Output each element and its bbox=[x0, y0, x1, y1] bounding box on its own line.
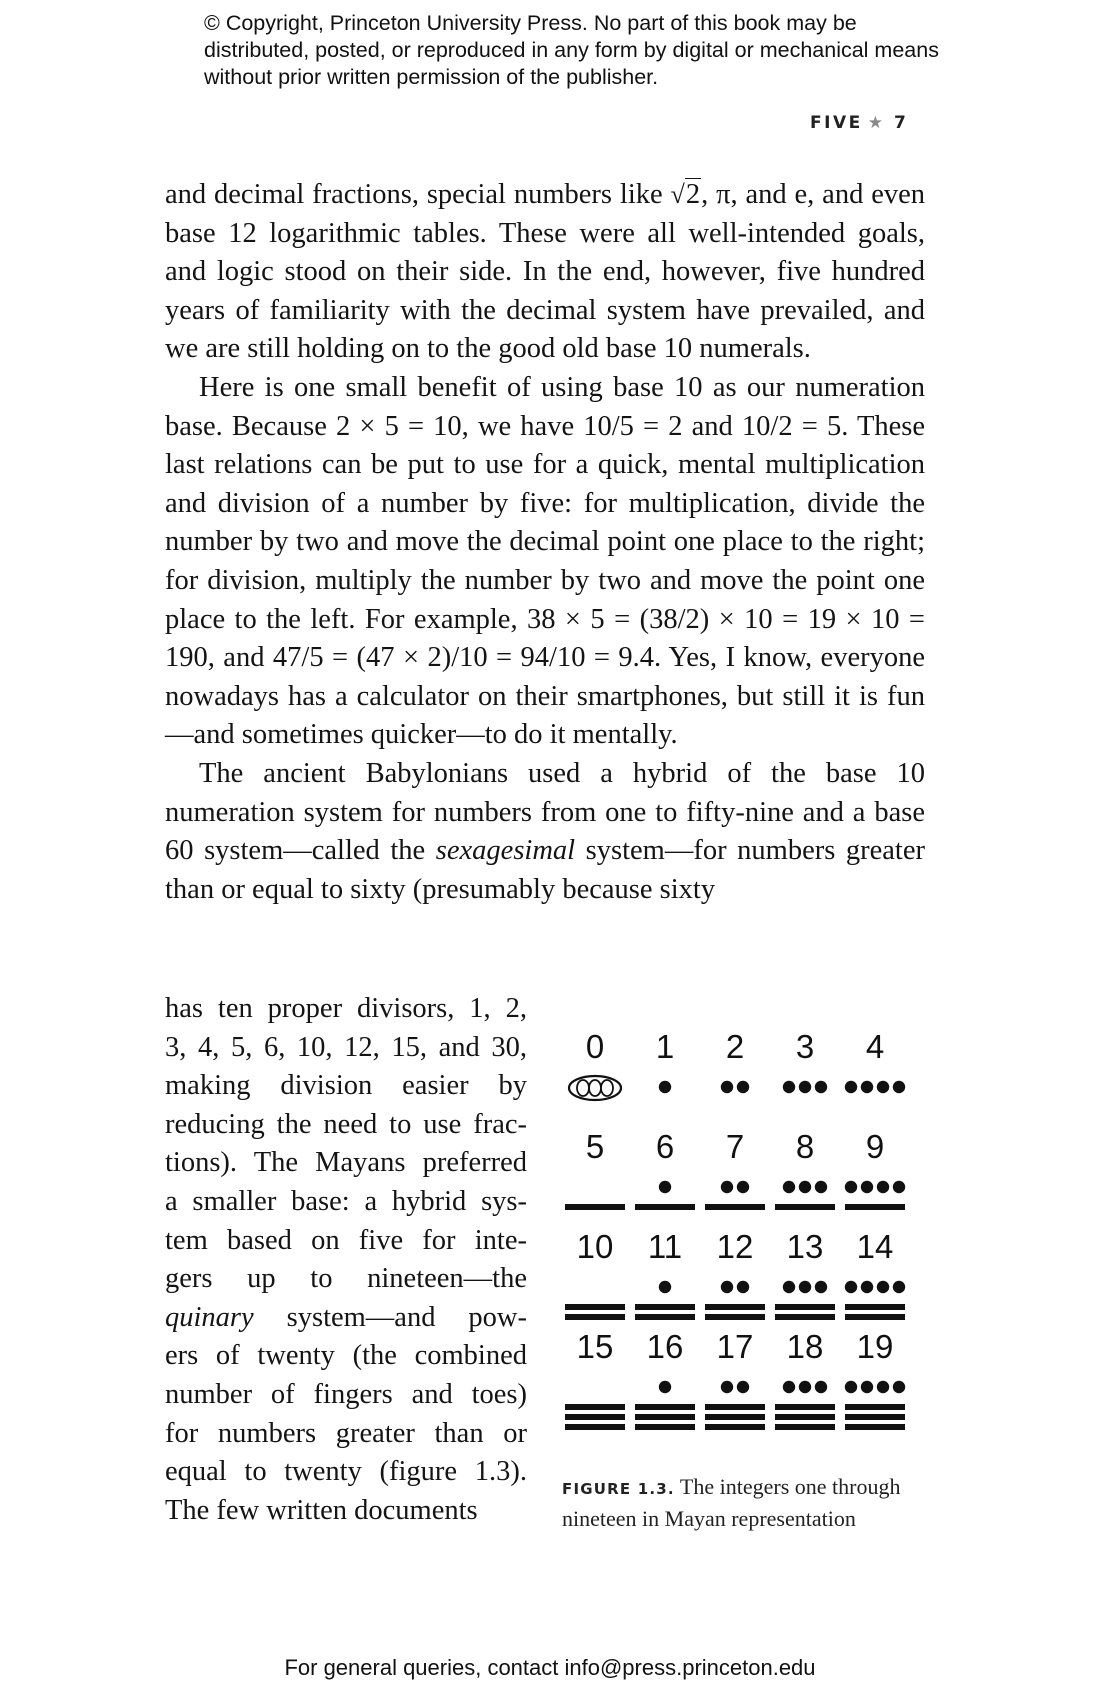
text-line: equal to twenty (figure 1.3). bbox=[165, 1456, 527, 1488]
numeral-label: 2 bbox=[725, 1028, 745, 1065]
mayan-dot bbox=[783, 1381, 795, 1393]
mayan-bar bbox=[775, 1404, 835, 1410]
text-line: number of fingers and toes) bbox=[165, 1378, 527, 1410]
mayan-dot bbox=[799, 1281, 811, 1293]
mayan-bar bbox=[705, 1304, 765, 1310]
numeral-label: 19 bbox=[856, 1328, 894, 1365]
mayan-bar bbox=[705, 1424, 765, 1430]
text-line-quinary: quinary system—and pow- bbox=[165, 1301, 527, 1333]
numeral-label: 1 bbox=[655, 1028, 675, 1065]
numeral-label: 6 bbox=[655, 1128, 675, 1165]
square-root: √2 bbox=[670, 179, 701, 210]
mayan-bar bbox=[845, 1304, 905, 1310]
text-line: reducing the need to use frac- bbox=[165, 1108, 527, 1140]
mayan-bar bbox=[635, 1424, 695, 1430]
mayan-dot bbox=[659, 1081, 671, 1093]
mayan-numerals-grid bbox=[560, 1020, 930, 1430]
text-line: tem based on five for inte- bbox=[165, 1224, 527, 1256]
mayan-bar bbox=[775, 1304, 835, 1310]
mayan-dot bbox=[815, 1281, 827, 1293]
shell-icon-part bbox=[589, 1080, 601, 1096]
mayan-dot bbox=[893, 1181, 905, 1193]
numeral-label: 15 bbox=[576, 1328, 614, 1365]
caption-text: The integers one through nineteen in Mayan representation bbox=[562, 1474, 901, 1531]
numeral-label: 12 bbox=[716, 1228, 754, 1265]
paragraph-1: and decimal fractions, special numbers like √2, π, and e, and even base 12 logarithmic tables. These were all well-intended goals, and logic stood on their side. In the end, however, five hundred years of familiarity with the decimal system have prevailed, and we are still holding on to the good old base 10 numerals. bbox=[165, 176, 925, 369]
mayan-dot bbox=[721, 1381, 733, 1393]
mayan-dot bbox=[799, 1181, 811, 1193]
numeral-label: 5 bbox=[585, 1128, 605, 1165]
caption-label: FIGURE 1.3. bbox=[562, 1480, 675, 1498]
mayan-dot bbox=[721, 1281, 733, 1293]
numeral-label: 8 bbox=[795, 1128, 815, 1165]
mayan-numerals-figure bbox=[560, 1020, 930, 1430]
running-head bbox=[810, 113, 908, 133]
mayan-bar bbox=[565, 1424, 625, 1430]
numeral-label: 4 bbox=[865, 1028, 885, 1065]
mayan-dot bbox=[893, 1381, 905, 1393]
mayan-bar bbox=[705, 1204, 765, 1210]
mayan-dot bbox=[783, 1081, 795, 1093]
mayan-dot bbox=[799, 1381, 811, 1393]
text-line: ers of twenty (the combined bbox=[165, 1340, 527, 1372]
mayan-dot bbox=[845, 1181, 857, 1193]
numeral-label: 3 bbox=[795, 1028, 815, 1065]
footer-contact: For general queries, contact info@press.princeton.edu bbox=[284, 1655, 816, 1680]
mayan-bar bbox=[775, 1424, 835, 1430]
paragraph-3: The ancient Babylonians used a hybrid of the base 10 numeration system for numbers from one to fifty-nine and a base 60 system—called the sexagesimal system—for numbers greater than or equal to sixty (presumably because sixty bbox=[165, 757, 925, 905]
shell-icon-part bbox=[577, 1080, 589, 1096]
mayan-bar bbox=[565, 1204, 625, 1210]
mayan-dot bbox=[721, 1181, 733, 1193]
figure-caption bbox=[562, 1472, 942, 1533]
mayan-dot bbox=[877, 1381, 889, 1393]
mayan-dot bbox=[861, 1181, 873, 1193]
mayan-dot bbox=[893, 1081, 905, 1093]
mayan-dot bbox=[845, 1281, 857, 1293]
mayan-bar bbox=[565, 1414, 625, 1420]
mayan-bar bbox=[845, 1204, 905, 1210]
mayan-bar bbox=[705, 1404, 765, 1410]
numeral-label: 18 bbox=[786, 1328, 824, 1365]
mayan-bar bbox=[705, 1414, 765, 1420]
mayan-dot bbox=[861, 1081, 873, 1093]
shell-icon-part bbox=[601, 1080, 613, 1096]
chapter-label: FIVE bbox=[810, 113, 863, 133]
mayan-bar bbox=[775, 1414, 835, 1420]
mayan-dot bbox=[783, 1281, 795, 1293]
mayan-dot bbox=[737, 1081, 749, 1093]
mayan-dot bbox=[737, 1381, 749, 1393]
mayan-bar bbox=[845, 1404, 905, 1410]
numeral-label: 17 bbox=[716, 1328, 754, 1365]
text-line: The few written documents bbox=[165, 1494, 478, 1526]
text-line: 3, 4, 5, 6, 10, 12, 15, and 30, bbox=[165, 1031, 527, 1063]
numeral-label: 10 bbox=[576, 1228, 614, 1265]
page-number: 7 bbox=[893, 113, 909, 133]
mayan-dot bbox=[783, 1181, 795, 1193]
mayan-dot bbox=[815, 1181, 827, 1193]
text-line: tions). The Mayans preferred bbox=[165, 1147, 527, 1179]
copyright-notice: © Copyright, Princeton University Press. No part of this book may be distributed, posted, or reproduced in any form by digital or mechanical means without prior written permission of the publisher. bbox=[204, 11, 939, 89]
mayan-bar bbox=[845, 1424, 905, 1430]
mayan-bar bbox=[565, 1314, 625, 1320]
mayan-bar bbox=[775, 1204, 835, 1210]
mayan-bar bbox=[845, 1414, 905, 1420]
body-text bbox=[165, 176, 925, 909]
mayan-dot bbox=[721, 1081, 733, 1093]
numeral-label: 14 bbox=[856, 1228, 894, 1265]
mayan-dot bbox=[799, 1081, 811, 1093]
mayan-dot bbox=[893, 1281, 905, 1293]
star-icon: ★ bbox=[867, 113, 883, 133]
text-line: a smaller base: a hybrid sys- bbox=[165, 1185, 527, 1217]
mayan-bar bbox=[635, 1304, 695, 1310]
mayan-dot bbox=[845, 1081, 857, 1093]
mayan-dot bbox=[861, 1281, 873, 1293]
mayan-dot bbox=[659, 1381, 671, 1393]
mayan-bar bbox=[565, 1404, 625, 1410]
text-line: gers up to nineteen—the bbox=[165, 1263, 527, 1295]
mayan-dot bbox=[877, 1181, 889, 1193]
mayan-dot bbox=[737, 1181, 749, 1193]
text-line: making division easier by bbox=[165, 1070, 527, 1102]
mayan-bar bbox=[635, 1404, 695, 1410]
mayan-dot bbox=[861, 1381, 873, 1393]
mayan-bar bbox=[635, 1314, 695, 1320]
numeral-label: 13 bbox=[786, 1228, 824, 1265]
mayan-dot bbox=[815, 1381, 827, 1393]
text-line: for numbers greater than or bbox=[165, 1417, 527, 1449]
numeral-label: 9 bbox=[865, 1128, 885, 1165]
numeral-label: 11 bbox=[647, 1228, 683, 1265]
mayan-dot bbox=[845, 1381, 857, 1393]
mayan-bar bbox=[845, 1314, 905, 1320]
numeral-label: 16 bbox=[646, 1328, 684, 1365]
mayan-dot bbox=[877, 1281, 889, 1293]
mayan-dot bbox=[815, 1081, 827, 1093]
mayan-bar bbox=[635, 1414, 695, 1420]
mayan-dot bbox=[659, 1281, 671, 1293]
mayan-bar bbox=[775, 1314, 835, 1320]
mayan-dot bbox=[877, 1081, 889, 1093]
mayan-bar bbox=[565, 1304, 625, 1310]
text-line: has ten proper divisors, 1, 2, bbox=[165, 993, 527, 1024]
wrapped-text-column bbox=[165, 990, 527, 1530]
mayan-dot bbox=[659, 1181, 671, 1193]
mayan-bar bbox=[635, 1204, 695, 1210]
numeral-label: 7 bbox=[725, 1128, 745, 1165]
paragraph-2: Here is one small benefit of using base 10 as our numeration base. Because 2 × 5 = 10, we have 10/5 = 2 and 10/2 = 5. These last relations can be put to use for a quick, mental multiplication and division of a number by five: for multiplication, divide the number by two and move the decimal point one place to the right; for division, multiply the number by two and move the point one place to the left. For example, 38 × 5 = (38/2) × 10 = 19 × 10 = 190, and 47/5 = (47 × 2)/10 = 94/10 = 9.4. Yes, I know, everyone nowadays has a calculator on their smartphones, but still it is fun—and sometimes quicker—to do it mentally. bbox=[165, 371, 925, 751]
mayan-bar bbox=[705, 1314, 765, 1320]
mayan-dot bbox=[737, 1281, 749, 1293]
numeral-label: 0 bbox=[585, 1028, 605, 1065]
